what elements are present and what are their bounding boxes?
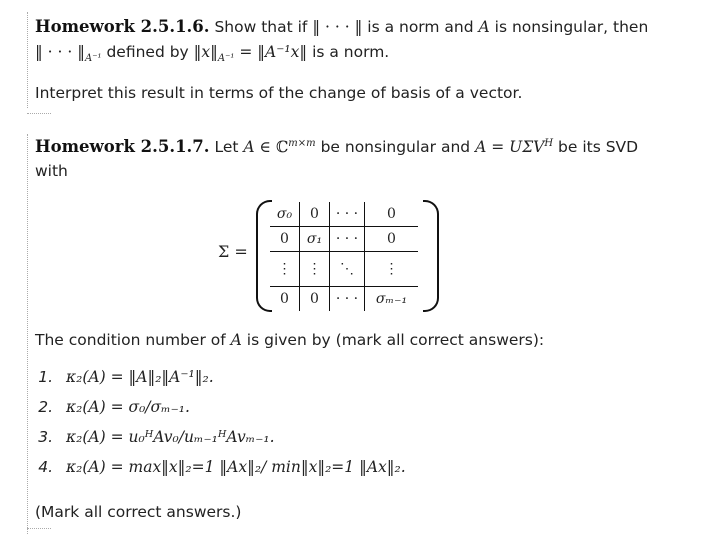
sigma-matrix xyxy=(218,198,448,310)
matrix-cell: 0 xyxy=(270,227,300,252)
answer-list xyxy=(34,362,406,482)
interpret-text: Interpret this result in terms of the change of basis of a vector. xyxy=(35,84,523,102)
right-paren xyxy=(423,200,439,312)
matrix-row xyxy=(270,252,418,287)
condition-pre: The condition number of xyxy=(35,331,226,349)
sigma-lhs: Σ = xyxy=(218,242,248,261)
matrix-row xyxy=(270,227,418,252)
matrix-cell: · · · xyxy=(330,227,365,252)
norm-definition: = ‖A⁻¹x‖ xyxy=(239,43,308,61)
matrix-cell: σₘ₋₁ xyxy=(375,291,408,307)
homework-2-5-1-6 xyxy=(27,12,675,108)
matrix-cell: · · · xyxy=(330,202,365,227)
matrix-cell: ⋮ xyxy=(365,252,419,287)
svd-formula: A = UΣV xyxy=(475,138,545,156)
matrix-cell: 0 xyxy=(365,202,419,227)
divider xyxy=(27,113,51,114)
homework-title-2: Homework 2.5.1.7. xyxy=(35,137,210,156)
condition-post: is given by (mark all correct answers): xyxy=(246,331,545,349)
hw1-text-end: is nonsingular, then xyxy=(494,18,649,36)
matrix-cell: 0 xyxy=(300,287,330,312)
hw2-mid: be nonsingular and xyxy=(320,138,471,156)
norm-x: ‖x‖ xyxy=(193,43,218,61)
matrix-cell: σ₀ xyxy=(270,202,300,227)
answer-option-3[interactable]: 3. κ₂(A) = u₀ᴴAv₀/uₘ₋₁ᴴAvₘ₋₁. xyxy=(58,422,406,452)
divider-2 xyxy=(27,528,51,529)
matrix-cell: σ₁ xyxy=(300,227,330,252)
hw1-text-show: Show that if xyxy=(214,18,308,36)
matrix-cell: ⋱ xyxy=(330,252,365,287)
matrix-cell: 0 xyxy=(270,287,300,312)
hw2-let: Let xyxy=(214,138,239,156)
matrix-a: A xyxy=(478,18,490,36)
condition-question xyxy=(35,329,544,351)
matrix-cell: 0 xyxy=(365,227,419,252)
matrix-table xyxy=(270,202,418,311)
matrix-row xyxy=(270,202,418,227)
hermitian-sup: H xyxy=(544,137,554,149)
norm-x-subscript: A⁻¹ xyxy=(217,53,235,65)
norm-subscript: A⁻¹ xyxy=(85,53,102,65)
element-of: ∈ xyxy=(259,138,272,156)
matrix-cell: · · · xyxy=(330,287,365,312)
answer-option-2[interactable]: 2. κ₂(A) = σ₀/σₘ₋₁. xyxy=(58,392,406,422)
matrix-a-2: A xyxy=(243,138,255,156)
answer-option-1[interactable]: 1. κ₂(A) = ‖A‖₂‖A⁻¹‖₂. xyxy=(58,362,406,392)
matrix-cell: ⋮ xyxy=(270,252,300,287)
norm-symbol: ‖ · · · ‖ xyxy=(312,18,363,36)
answer-option-4[interactable]: 4. κ₂(A) = max‖x‖₂=1 ‖Ax‖₂/ min‖x‖₂=1 ‖Ax‖₂. xyxy=(58,452,406,482)
complex-set: ℂ xyxy=(275,138,289,156)
matrix-row xyxy=(270,287,418,312)
dimension: m×m xyxy=(288,137,316,149)
norm-symbol-2: ‖ · · · ‖ xyxy=(35,43,85,61)
hw2-with: with xyxy=(35,162,68,180)
hw1-defined-by: defined by xyxy=(106,43,189,61)
hw1-is-norm: is a norm. xyxy=(312,43,390,61)
hw1-text-mid: is a norm and xyxy=(367,18,474,36)
homework-title: Homework 2.5.1.6. xyxy=(35,17,210,36)
matrix-cell: 0 xyxy=(300,202,330,227)
footer-note: (Mark all correct answers.) xyxy=(35,503,242,521)
matrix-cell: ⋮ xyxy=(300,252,330,287)
matrix-a-3: A xyxy=(230,331,242,349)
hw2-end: be its SVD xyxy=(558,138,639,156)
